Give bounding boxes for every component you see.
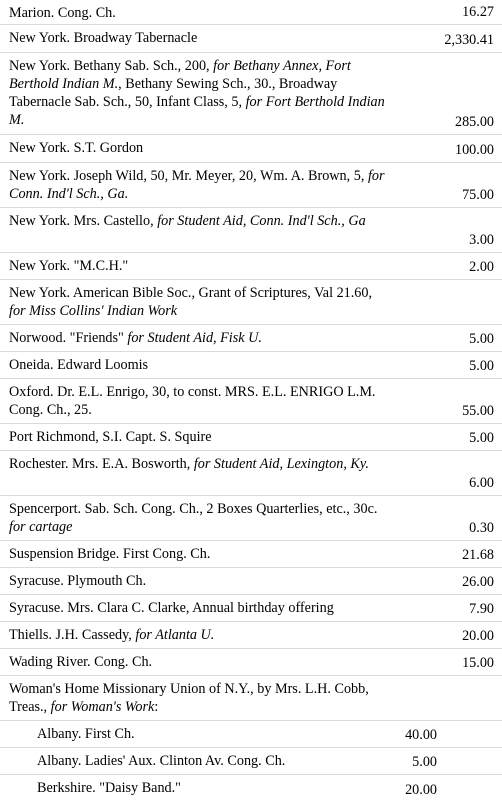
- entry-row: [0, 25, 502, 53]
- entry-row: [0, 595, 502, 622]
- entry-designation: for cartage: [9, 519, 73, 535]
- entry-text: New York. Mrs. Castello,: [9, 213, 158, 229]
- entry-description: [0, 748, 363, 774]
- entry-row: [0, 541, 502, 568]
- entry-text: New York. Bethany Sab. Sch., 200,: [9, 58, 214, 74]
- entry-text: Thiells. J.H. Cassedy,: [9, 627, 136, 643]
- entry-row: [0, 135, 502, 163]
- entry-designation: for Atlanta U.: [135, 627, 215, 643]
- entry-amount: 2.00: [469, 259, 494, 275]
- entry-text: Oneida. Edward Loomis: [9, 357, 149, 373]
- entry-description: [0, 379, 398, 423]
- entry-text: Suspension Bridge. First Cong. Ch.: [9, 546, 211, 562]
- entry-text: :: [154, 699, 159, 715]
- entry-row: [0, 424, 502, 451]
- sub-entry-row: [0, 775, 502, 802]
- sub-entry-amount: 5.00: [412, 754, 437, 770]
- entry-row: [0, 325, 502, 352]
- entry-amount: 5.00: [469, 430, 494, 446]
- entry-designation: for Student Aid, Conn. Ind'l Sch., Ga: [157, 213, 366, 229]
- sub-entry-amount: 40.00: [405, 727, 437, 743]
- entry-row: [0, 568, 502, 595]
- entry-text: New York. Joseph Wild, 50, Mr. Meyer, 20, Wm. A. Brown, 5,: [9, 168, 368, 184]
- entry-row: [0, 280, 502, 325]
- entry-designation: for Student Aid, Fisk U.: [127, 330, 262, 346]
- entry-description: [0, 775, 363, 802]
- entry-designation: for Student Aid, Lexington, Ky.: [193, 456, 369, 472]
- entry-description: [0, 325, 398, 351]
- entry-amount: 285.00: [454, 114, 494, 130]
- entry-description: [0, 595, 398, 621]
- entry-text: Marion. Cong. Ch.: [9, 5, 116, 21]
- sub-entry-amount: 20.00: [405, 782, 437, 798]
- entry-amount: 100.00: [454, 142, 494, 158]
- entry-text: Norwood. "Friends": [9, 330, 128, 346]
- entry-amount: 7.90: [469, 601, 494, 617]
- entry-amount: 5.00: [469, 331, 494, 347]
- entry-description: [0, 253, 398, 279]
- amount-column-gap: [437, 721, 502, 747]
- entry-row: [0, 208, 502, 253]
- entry-text: Oxford. Dr. E.L. Enrigo, 30, to const. MRS. E.L. ENRIGO L.M. Cong. Ch., 25.: [9, 384, 376, 418]
- entry-row: [0, 622, 502, 649]
- entry-row: [0, 496, 502, 541]
- entry-text: Woman's Home Missionary Union of N.Y., by Mrs. L.H. Cobb, Treas.,: [9, 681, 369, 715]
- entry-amount: 2,330.41: [444, 32, 494, 48]
- entry-text: Syracuse. Plymouth Ch.: [9, 573, 147, 589]
- entry-description: [0, 352, 398, 378]
- entry-row: [0, 352, 502, 379]
- entry-text: Berkshire. "Daisy Band.": [37, 780, 181, 796]
- entry-description: [0, 0, 398, 24]
- entry-amount: 0.30: [469, 520, 494, 536]
- entry-row: [0, 379, 502, 424]
- entry-amount: 75.00: [462, 187, 494, 203]
- entry-designation: for Fort Berthold Indian M.: [9, 94, 385, 128]
- entry-description: [0, 649, 398, 675]
- entry-designation: for Bethany Annex, Fort Berthold Indian M.: [9, 58, 351, 92]
- entry-amount: 3.00: [469, 232, 494, 248]
- entry-row: [0, 0, 502, 25]
- entry-description: [0, 208, 398, 252]
- amount-column-gap: [437, 748, 502, 774]
- entry-text: Syracuse. Mrs. Clara C. Clarke, Annual birthday offering: [9, 600, 334, 616]
- entry-text: Port Richmond, S.I. Capt. S. Squire: [9, 429, 212, 445]
- entry-description: [0, 568, 398, 594]
- entry-text: New York. S.T. Gordon: [9, 140, 144, 156]
- entry-amount: 5.00: [469, 358, 494, 374]
- entry-text: Albany. Ladies' Aux. Clinton Av. Cong. Ch.: [37, 753, 286, 769]
- entry-text: New York. American Bible Soc., Grant of Scriptures, Val 21.60,: [9, 285, 373, 301]
- entry-text: Spencerport. Sab. Sch. Cong. Ch., 2 Boxes Quarterlies, etc., 30c.: [9, 501, 378, 517]
- entry-row: [0, 53, 502, 135]
- entry-description: [0, 163, 398, 207]
- entry-text: , Bethany Sewing Sch., 30., Broadway Tabernacle Sab. Sch., 50, Infant Class, 5,: [9, 76, 338, 110]
- entry-text: Wading River. Cong. Ch.: [9, 654, 153, 670]
- entry-text: New York. "M.C.H.": [9, 258, 129, 274]
- entry-row: [0, 253, 502, 280]
- entry-designation: for Miss Collins' Indian Work: [9, 303, 178, 319]
- entry-amount: [398, 676, 502, 720]
- entry-designation: for Woman's Work: [50, 699, 155, 715]
- entry-amount: 20.00: [462, 628, 494, 644]
- entry-amount: 15.00: [462, 655, 494, 671]
- entry-description: [0, 676, 398, 720]
- entry-amount: 21.68: [462, 547, 494, 563]
- entry-description: [0, 280, 398, 324]
- entry-description: [0, 424, 398, 450]
- entry-description: [0, 622, 398, 648]
- entry-description: [0, 451, 398, 495]
- entry-amount: 26.00: [462, 574, 494, 590]
- entry-amount: [398, 280, 502, 324]
- amount-column-gap: [437, 775, 502, 802]
- entry-row: [0, 649, 502, 676]
- entry-text: Albany. First Ch.: [37, 726, 135, 742]
- entry-description: [0, 25, 398, 52]
- entry-text: Rochester. Mrs. E.A. Bosworth,: [9, 456, 194, 472]
- entry-description: [0, 541, 398, 567]
- entry-designation: for Conn. Ind'l Sch., Ga.: [9, 168, 385, 202]
- entry-row: [0, 163, 502, 208]
- entry-amount: 6.00: [469, 475, 494, 491]
- sub-entry-row: [0, 721, 502, 748]
- entry-description: [0, 496, 398, 540]
- entry-description: [0, 53, 398, 134]
- entry-text: New York. Broadway Tabernacle: [9, 30, 198, 46]
- entry-amount: 16.27: [462, 4, 494, 20]
- sub-entry-row: [0, 748, 502, 775]
- entry-row: [0, 451, 502, 496]
- entry-row: [0, 676, 502, 721]
- entry-amount: 55.00: [462, 403, 494, 419]
- entry-description: [0, 721, 363, 747]
- entry-description: [0, 135, 398, 162]
